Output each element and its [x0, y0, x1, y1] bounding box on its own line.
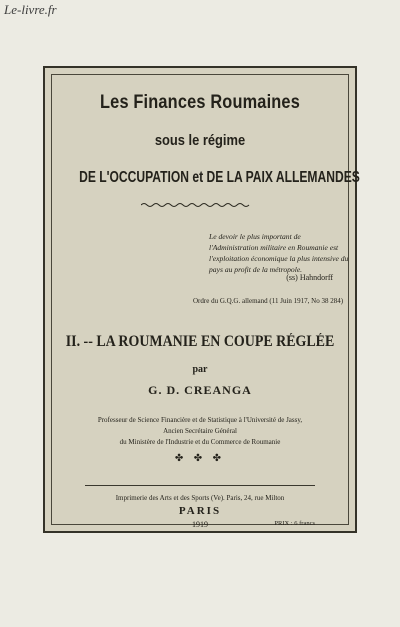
book-cover [43, 66, 360, 533]
printer-line: Imprimerie des Arts et des Sports (Ve). Paris, 24, rue Milton [115, 494, 285, 502]
volume-subtitle: II. -- LA ROUMANIE EN COUPE RÉGLÉE [65, 333, 335, 350]
author-desc-line-2: Ancien Secrétaire Général [163, 427, 237, 435]
decorative-rule-ornament [141, 202, 251, 208]
author-desc-line-3: du Ministère de l'Industrie et du Commerce de Roumanie [119, 438, 281, 446]
by-label: par [192, 364, 208, 375]
price-label: PRIX : 6 francs [274, 520, 315, 527]
epigraph-quote: Le devoir le plus important de l'Administration militaire en Roumanie est l'exploitation économique la plus intensive du pays au profit de la métropole. [209, 232, 349, 274]
epigraph-signature: (ss) Hahndorff [286, 273, 333, 282]
watermark: Le-livre.fr [4, 2, 57, 17]
author-desc-line-1: Professeur de Science Financière et de Statistique à l'Université de Jassy, [97, 416, 303, 424]
title-line-3: DE L'OCCUPATION et DE LA PAIX ALLEMANDES [79, 169, 360, 186]
publication-year: 1919 [192, 520, 208, 529]
title-line-1: Les Finances Roumaines [100, 92, 300, 113]
author-description [53, 415, 347, 448]
ornament-icon: ✤ ✤ ✤ [174, 453, 226, 464]
author-name: G. D. CREANGA [148, 383, 252, 397]
title-line-2: sous le régime [154, 132, 246, 149]
epigraph-source: Ordre du G.Q.G. allemand (11 Juin 1917, No 38 284) [193, 297, 344, 305]
divider [85, 485, 315, 486]
publication-city: PARIS [178, 505, 222, 517]
